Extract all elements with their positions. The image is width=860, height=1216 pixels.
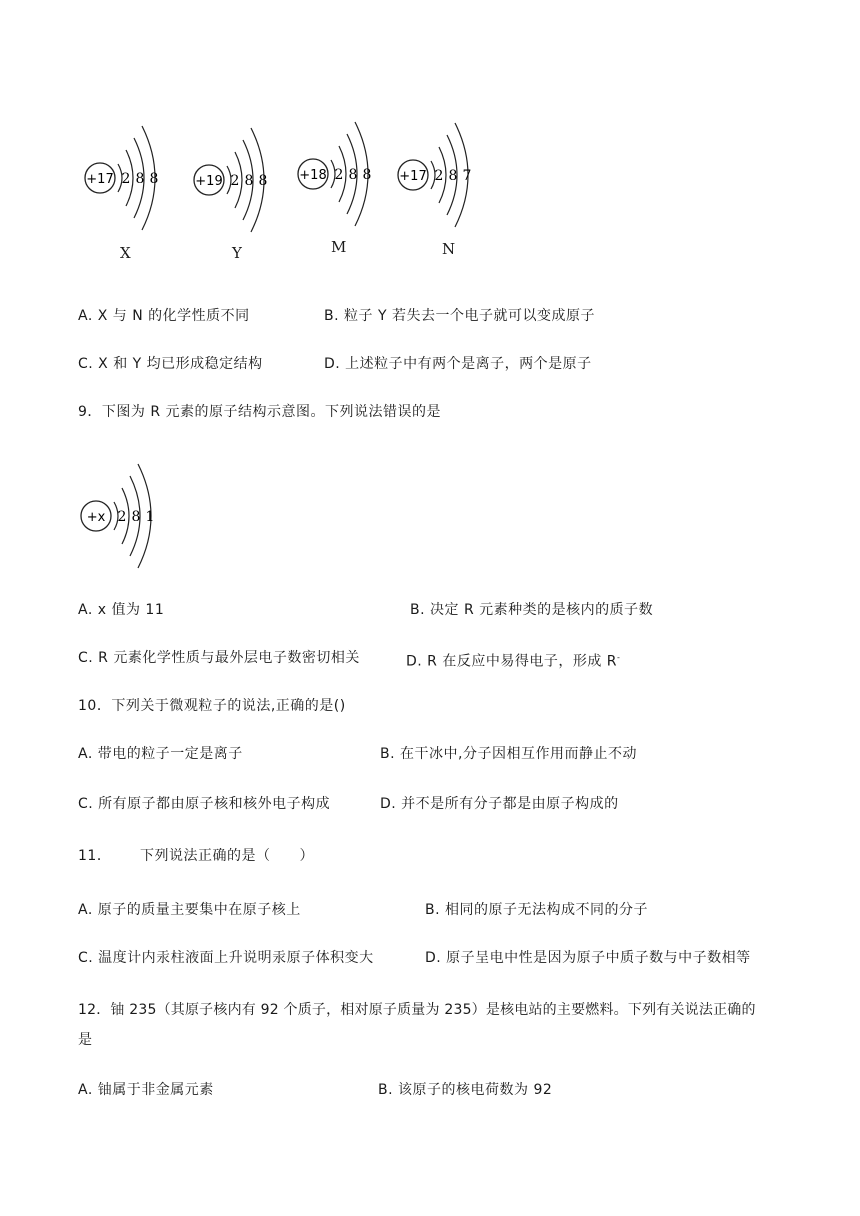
q10-stem: 10．下列关于微观粒子的说法,正确的是() — [78, 698, 346, 714]
nucleus-charge: +17 — [86, 172, 114, 187]
q9-option-b: B. 决定 R 元素种类的是核内的质子数 — [410, 602, 654, 618]
shell-electron-count: 2 — [117, 509, 127, 525]
atom-label-y: Y — [232, 244, 242, 262]
q12-stem-line1: 12．铀 235（其原子核内有 92 个质子，相对原子质量为 235）是核电站的主要燃料。下列有关说法正确的 — [78, 1002, 756, 1018]
q11-stem: 下列说法正确的是（ ） — [140, 848, 314, 864]
q8-option-a: A. X 与 N 的化学性质不同 — [78, 308, 250, 324]
shell-electron-count: 8 — [131, 509, 141, 525]
q8-option-c: C. X 和 Y 均已形成稳定结构 — [78, 356, 263, 372]
q9-option-d — [406, 648, 620, 672]
shell-electron-count: 2 — [434, 168, 444, 184]
nucleus-charge: +18 — [299, 168, 327, 183]
q11-option-d: D. 原子呈电中性是因为原子中质子数与中子数相等 — [425, 950, 751, 966]
atom-diagram-r — [78, 458, 168, 568]
nucleus-charge: +19 — [195, 174, 223, 189]
shell-electron-count: 2 — [121, 171, 131, 187]
q11-option-c: C. 温度计内汞柱液面上升说明汞原子体积变大 — [78, 950, 374, 966]
q11-option-a: A. 原子的质量主要集中在原子核上 — [78, 902, 301, 918]
q9-option-d-text: D. R 在反应中易得电子，形成 R — [406, 653, 618, 670]
atom-structure-x — [82, 120, 172, 230]
atom-diagram-y — [191, 122, 281, 232]
atom-structure-n — [395, 117, 485, 227]
atom-structure-r — [78, 458, 168, 568]
shell-electron-count: 8 — [244, 173, 254, 189]
atom-structure-m — [295, 116, 385, 226]
q9-option-c: C. R 元素化学性质与最外层电子数密切相关 — [78, 650, 360, 666]
atom-diagram-m — [295, 116, 385, 226]
q9-option-a: A. x 值为 11 — [78, 602, 165, 618]
q11-option-b: B. 相同的原子无法构成不同的分子 — [425, 902, 649, 918]
shell-electron-count: 8 — [149, 171, 159, 187]
atom-diagram-n — [395, 117, 485, 227]
q8-option-b: B. 粒子 Y 若失去一个电子就可以变成原子 — [324, 308, 595, 324]
nucleus-charge: +x — [86, 510, 106, 525]
q10-option-d: D. 并不是所有分子都是由原子构成的 — [380, 796, 619, 812]
atom-diagram-x — [82, 120, 172, 230]
nucleus-charge: +17 — [399, 169, 427, 184]
q12-option-b: B. 该原子的核电荷数为 92 — [378, 1082, 553, 1098]
q12-stem-line2: 是 — [78, 1032, 93, 1048]
shell-electron-count: 8 — [348, 167, 358, 183]
ion-charge-superscript: - — [617, 653, 621, 662]
shell-electron-count: 2 — [334, 167, 344, 183]
q8-option-d: D. 上述粒子中有两个是离子，两个是原子 — [324, 356, 592, 372]
q10-option-a: A. 带电的粒子一定是离子 — [78, 746, 243, 762]
q11-number: 11． — [78, 848, 112, 864]
shell-electron-count: 2 — [230, 173, 240, 189]
shell-electron-count: 8 — [135, 171, 145, 187]
shell-electron-count: 7 — [462, 168, 472, 184]
shell-electron-count: 8 — [448, 168, 458, 184]
shell-electron-count: 8 — [362, 167, 372, 183]
q10-option-c: C. 所有原子都由原子核和核外电子构成 — [78, 796, 331, 812]
atom-structure-y — [191, 122, 281, 232]
atom-label-m: M — [331, 238, 347, 256]
q10-option-b: B. 在干冰中,分子因相互作用而静止不动 — [380, 746, 637, 762]
shell-electron-count: 8 — [258, 173, 268, 189]
atom-label-n: N — [442, 240, 456, 258]
q9-stem: 9．下图为 R 元素的原子结构示意图。下列说法错误的是 — [78, 404, 442, 420]
q12-option-a: A. 铀属于非金属元素 — [78, 1082, 214, 1098]
atom-label-x: X — [120, 244, 131, 262]
shell-electron-count: 1 — [145, 509, 155, 525]
